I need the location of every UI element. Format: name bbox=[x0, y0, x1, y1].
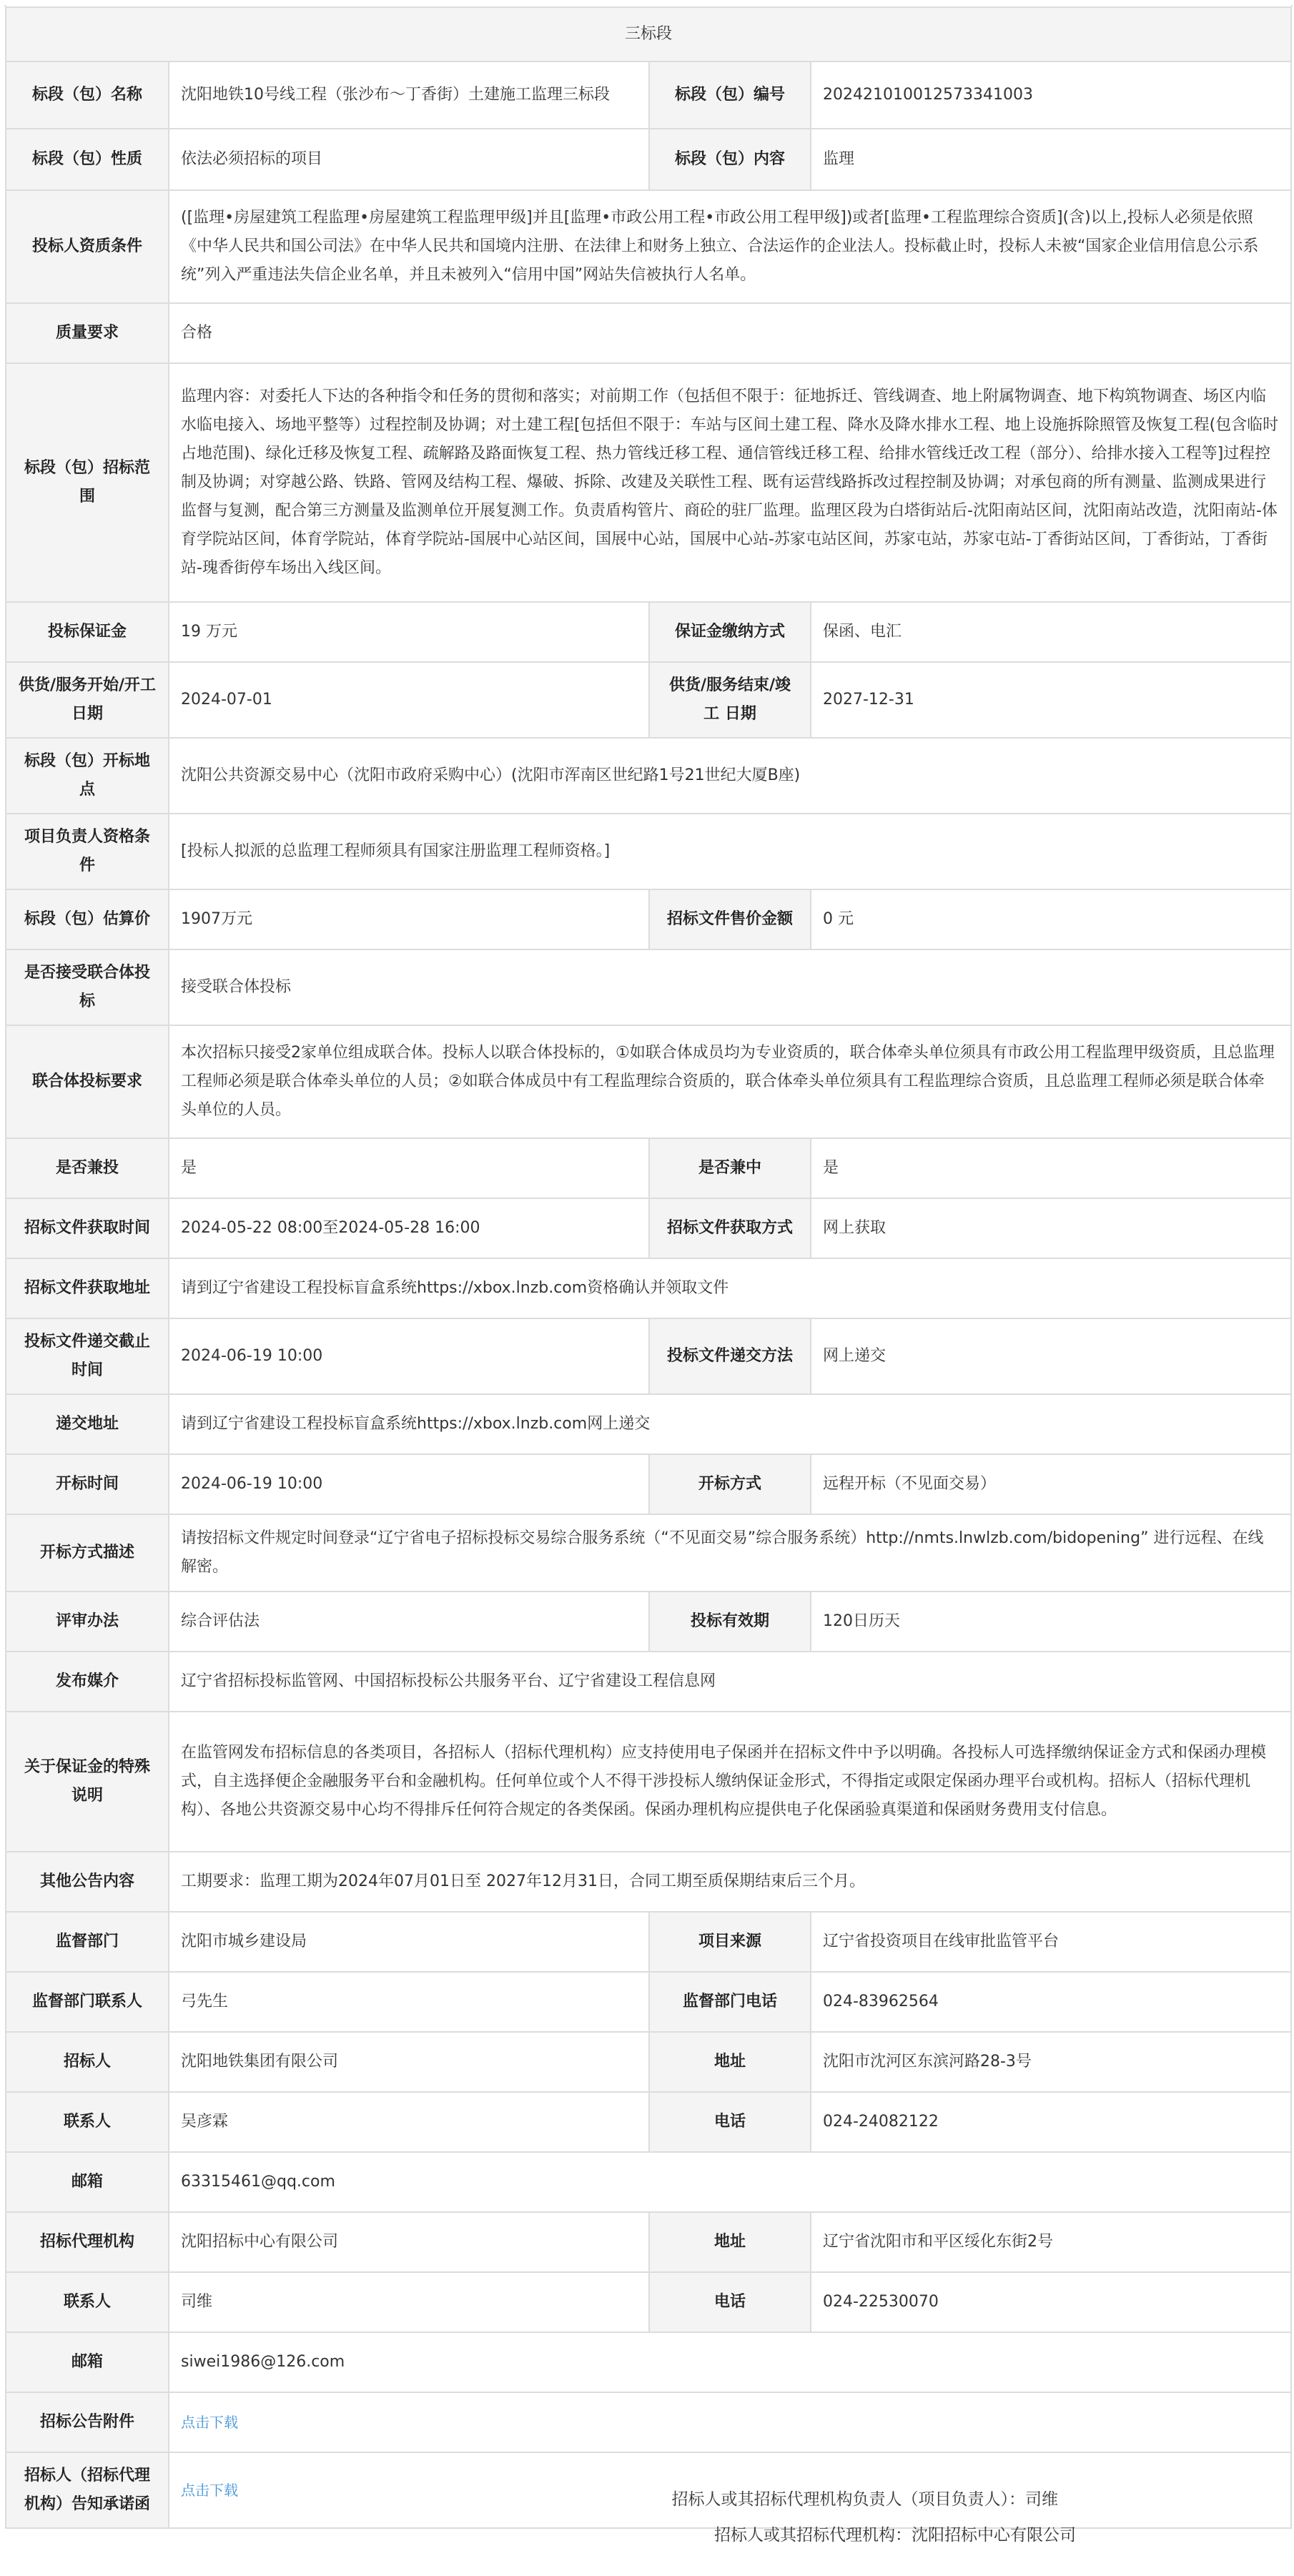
field-value: 19 万元 bbox=[169, 602, 649, 662]
table-row bbox=[6, 1454, 1291, 1514]
field-value: 辽宁省投资项目在线审批监管平台 bbox=[811, 1912, 1291, 1972]
field-value: 024-24082122 bbox=[811, 2092, 1291, 2152]
field-value: 依法必须招标的项目 bbox=[169, 129, 649, 190]
field-label: 开标方式 bbox=[649, 1454, 811, 1514]
table-row bbox=[6, 814, 1291, 889]
field-value: 是 bbox=[169, 1138, 649, 1198]
table-row bbox=[6, 1198, 1291, 1258]
field-value: ([监理•房屋建筑工程监理•房屋建筑工程监理甲级]并且[监理•市政公用工程•市政公用工程甲级])或者[监理•工程监理综合资质](含)以上,投标人必须是依照《中华人民共和国公司法》在中华人民共和国境内注册、在法律上和财务上独立、合法运作的企业法人。投标截止时，投标人未被“国家企业信用信息公示系统”列入严重违法失信企业名单，并且未被列入“信用中国”网站失信被执行人名单。 bbox=[169, 190, 1291, 303]
field-label: 投标保证金 bbox=[6, 602, 169, 662]
field-label: 投标文件递交方法 bbox=[649, 1318, 811, 1394]
table-row bbox=[6, 129, 1291, 190]
field-label: 保证金缴纳方式 bbox=[649, 602, 811, 662]
field-label: 质量要求 bbox=[6, 303, 169, 363]
signature-line-1: 招标人或其招标代理机构负责人（项目负责人）：司维 bbox=[671, 2490, 1058, 2509]
field-label: 是否兼投 bbox=[6, 1138, 169, 1198]
field-label: 联系人 bbox=[6, 2272, 169, 2332]
field-value: 监理内容：对委托人下达的各种指令和任务的贯彻和落实；对前期工作（包括但不限于：征地拆迁、管线调查、地上附属物调查、地下构筑物调查、场区内临水临电接入、场地平整等）过程控制及协调；对土建工程[包括但不限于：车站与区间土建工程、降水及降水排水工程、地上设施拆除照管及恢复工程(包含临时占地范围)、绿化迁移及恢复工程、疏解路及路面恢复工程、热力管线迁移工程、通信管线迁移工程、给排水管线迁改工程（部分）、给排水接入工程等]过程控制及协调；对穿越公路、铁路、管网及结构工程、爆破、拆除、改建及关联性工程、既有运营线路拆改过程控制及协调；对承包商的所有测量、监测成果进行监督与复测，配合第三方测量及监测单位开展复测工作。负责盾构管片、商砼的驻厂监理。监理区段为白塔街站后-沈阳南站区间，沈阳南站改造，沈阳南站-体育学院站区间，体育学院站，体育学院站-国展中心站区间，国展中心站，国展中心站-苏家屯站区间，苏家屯站，苏家屯站-丁香街站区间，丁香街站，丁香街站-瑰香街停车场出入线区间。 bbox=[169, 363, 1291, 602]
field-value: 2024-05-22 08:00至2024-05-28 16:00 bbox=[169, 1198, 649, 1258]
signature-line-2: 招标人或其招标代理机构：沈阳招标中心有限公司 bbox=[714, 2526, 1076, 2545]
field-value: 1907万元 bbox=[169, 889, 649, 949]
field-label: 监督部门 bbox=[6, 1912, 169, 1972]
table-row bbox=[6, 2032, 1291, 2092]
field-value: 沈阳地铁10号线工程（张沙布～丁香街）土建施工监理三标段 bbox=[169, 61, 649, 129]
field-label: 监督部门电话 bbox=[649, 1972, 811, 2032]
field-value: 2024-07-01 bbox=[169, 662, 649, 738]
field-label: 项目来源 bbox=[649, 1912, 811, 1972]
field-label: 投标有效期 bbox=[649, 1592, 811, 1652]
field-value bbox=[169, 2392, 1291, 2452]
field-label: 招标文件获取时间 bbox=[6, 1198, 169, 1258]
field-label: 开标方式描述 bbox=[6, 1514, 169, 1592]
field-label: 招标文件售价金额 bbox=[649, 889, 811, 949]
field-value: 2024-06-19 10:00 bbox=[169, 1318, 649, 1394]
field-value: 是 bbox=[811, 1138, 1291, 1198]
field-value: 沈阳公共资源交易中心（沈阳市政府采购中心）(沈阳市浑南区世纪路1号21世纪大厦B座) bbox=[169, 738, 1291, 814]
field-label: 标段（包）招标范围 bbox=[6, 363, 169, 602]
field-value: siwei1986@126.com bbox=[169, 2332, 1291, 2392]
table-row bbox=[6, 602, 1291, 662]
field-value: [投标人拟派的总监理工程师须具有国家注册监理工程师资格。] bbox=[169, 814, 1291, 889]
table-row bbox=[6, 2332, 1291, 2392]
field-value: 监理 bbox=[811, 129, 1291, 190]
field-label: 联合体投标要求 bbox=[6, 1025, 169, 1138]
field-label: 其他公告内容 bbox=[6, 1852, 169, 1912]
field-label: 电话 bbox=[649, 2272, 811, 2332]
field-label: 是否接受联合体投标 bbox=[6, 949, 169, 1025]
table-row bbox=[6, 1318, 1291, 1394]
field-value: 网上获取 bbox=[811, 1198, 1291, 1258]
field-label: 招标文件获取方式 bbox=[649, 1198, 811, 1258]
field-value: 请到辽宁省建设工程投标盲盒系统https://xbox.lnzb.com资格确认并领取文件 bbox=[169, 1258, 1291, 1318]
table-row bbox=[6, 61, 1291, 129]
field-label: 地址 bbox=[649, 2032, 811, 2092]
field-value: 工期要求：监理工期为2024年07月01日至 2027年12月31日，合同工期至质保期结束后三个月。 bbox=[169, 1852, 1291, 1912]
field-label: 投标文件递交截止时间 bbox=[6, 1318, 169, 1394]
field-label: 邮箱 bbox=[6, 2152, 169, 2212]
table-row bbox=[6, 363, 1291, 602]
field-value: 请到辽宁省建设工程投标盲盒系统https://xbox.lnzb.com网上递交 bbox=[169, 1394, 1291, 1454]
field-value: 沈阳市城乡建设局 bbox=[169, 1912, 649, 1972]
field-label: 发布媒介 bbox=[6, 1652, 169, 1712]
field-value: 在监管网发布招标信息的各类项目，各招标人（招标代理机构）应支持使用电子保函并在招标文件中予以明确。各投标人可选择缴纳保证金方式和保函办理模式，自主选择便企金融服务平台和金融机构。任何单位或个人不得干涉投标人缴纳保证金形式，不得指定或限定保函办理平台或机构。招标人（招标代理机构）、各地公共资源交易中心均不得排斥任何符合规定的各类保函。保函办理机构应提供电子化保函验真渠道和保函财务费用支付信息。 bbox=[169, 1712, 1291, 1852]
field-label: 开标时间 bbox=[6, 1454, 169, 1514]
field-label: 招标人 bbox=[6, 2032, 169, 2092]
table-row bbox=[6, 2152, 1291, 2212]
field-value: 综合评估法 bbox=[169, 1592, 649, 1652]
field-value: 辽宁省沈阳市和平区绥化东街2号 bbox=[811, 2212, 1291, 2272]
table-row bbox=[6, 1652, 1291, 1712]
field-label: 标段（包）估算价 bbox=[6, 889, 169, 949]
field-label: 招标文件获取地址 bbox=[6, 1258, 169, 1318]
field-value: 沈阳市沈河区东滨河路28-3号 bbox=[811, 2032, 1291, 2092]
field-value: 本次招标只接受2家单位组成联合体。投标人以联合体投标的，①如联合体成员均为专业资质的，联合体牵头单位须具有市政公用工程监理甲级资质，且总监理工程师必须是联合体牵头单位的人员；②如联合体成员中有工程监理综合资质的，联合体牵头单位须具有工程监理综合资质，且总监理工程师必须是联合体牵头单位的人员。 bbox=[169, 1025, 1291, 1138]
field-label: 监督部门联系人 bbox=[6, 1972, 169, 2032]
field-label: 标段（包）编号 bbox=[649, 61, 811, 129]
table-row bbox=[6, 1394, 1291, 1454]
table-row bbox=[6, 1852, 1291, 1912]
table-row bbox=[6, 303, 1291, 363]
table-row bbox=[6, 1258, 1291, 1318]
field-value: 202421010012573341003 bbox=[811, 61, 1291, 129]
table-row bbox=[6, 1592, 1291, 1652]
field-label: 供货/服务结束/竣工 日期 bbox=[649, 662, 811, 738]
field-value: 沈阳地铁集团有限公司 bbox=[169, 2032, 649, 2092]
download-link[interactable]: 点击下载 bbox=[181, 2481, 238, 2499]
table-row bbox=[6, 1972, 1291, 2032]
field-label: 邮箱 bbox=[6, 2332, 169, 2392]
table-row bbox=[6, 889, 1291, 949]
table-row bbox=[6, 1138, 1291, 1198]
field-label: 是否兼中 bbox=[649, 1138, 811, 1198]
field-label: 标段（包）性质 bbox=[6, 129, 169, 190]
field-value: 0 元 bbox=[811, 889, 1291, 949]
field-label: 供货/服务开始/开工 日期 bbox=[6, 662, 169, 738]
tender-info-table bbox=[5, 6, 1292, 2529]
field-label: 评审办法 bbox=[6, 1592, 169, 1652]
field-value: 120日历天 bbox=[811, 1592, 1291, 1652]
table-row bbox=[6, 2092, 1291, 2152]
table-row bbox=[6, 2212, 1291, 2272]
table-row bbox=[6, 2392, 1291, 2452]
field-label: 标段（包）开标地点 bbox=[6, 738, 169, 814]
field-label: 联系人 bbox=[6, 2092, 169, 2152]
field-value: 沈阳招标中心有限公司 bbox=[169, 2212, 649, 2272]
field-value: 2024-06-19 10:00 bbox=[169, 1454, 649, 1514]
table-row bbox=[6, 1912, 1291, 1972]
field-label: 招标公告附件 bbox=[6, 2392, 169, 2452]
field-value: 吴彦霖 bbox=[169, 2092, 649, 2152]
field-value: 辽宁省招标投标监管网、中国招标投标公共服务平台、辽宁省建设工程信息网 bbox=[169, 1652, 1291, 1712]
field-value: 保函、电汇 bbox=[811, 602, 1291, 662]
field-value: 网上递交 bbox=[811, 1318, 1291, 1394]
field-label: 递交地址 bbox=[6, 1394, 169, 1454]
field-label: 投标人资质条件 bbox=[6, 190, 169, 303]
field-value: 请按招标文件规定时间登录“辽宁省电子招标投标交易综合服务系统（“不见面交易”综合服务系统）http://nmts.lnwlzb.com/bidopening” 进行远程、在线解密。 bbox=[169, 1514, 1291, 1592]
table-row bbox=[6, 662, 1291, 738]
table-row bbox=[6, 2452, 1291, 2528]
field-value: 弓先生 bbox=[169, 1972, 649, 2032]
table-row bbox=[6, 1514, 1291, 1592]
field-value: 024-22530070 bbox=[811, 2272, 1291, 2332]
field-value: 接受联合体投标 bbox=[169, 949, 1291, 1025]
table-row bbox=[6, 1712, 1291, 1852]
table-row bbox=[6, 1025, 1291, 1138]
section-title: 三标段 bbox=[6, 7, 1291, 61]
field-label: 招标代理机构 bbox=[6, 2212, 169, 2272]
field-label: 关于保证金的特殊说明 bbox=[6, 1712, 169, 1852]
download-link[interactable]: 点击下载 bbox=[181, 2413, 238, 2431]
field-label: 电话 bbox=[649, 2092, 811, 2152]
table-row bbox=[6, 949, 1291, 1025]
field-value: 63315461@qq.com bbox=[169, 2152, 1291, 2212]
field-value: 合格 bbox=[169, 303, 1291, 363]
table-row bbox=[6, 190, 1291, 303]
field-label: 地址 bbox=[649, 2212, 811, 2272]
field-value: 司维 bbox=[169, 2272, 649, 2332]
field-value: 2027-12-31 bbox=[811, 662, 1291, 738]
field-value: 远程开标（不见面交易） bbox=[811, 1454, 1291, 1514]
field-label: 项目负责人资格条件 bbox=[6, 814, 169, 889]
field-value: 024-83962564 bbox=[811, 1972, 1291, 2032]
field-label: 标段（包）内容 bbox=[649, 129, 811, 190]
table-row bbox=[6, 738, 1291, 814]
field-label: 招标人（招标代理机构）告知承诺函 bbox=[6, 2452, 169, 2528]
field-label: 标段（包）名称 bbox=[6, 61, 169, 129]
table-row bbox=[6, 2272, 1291, 2332]
